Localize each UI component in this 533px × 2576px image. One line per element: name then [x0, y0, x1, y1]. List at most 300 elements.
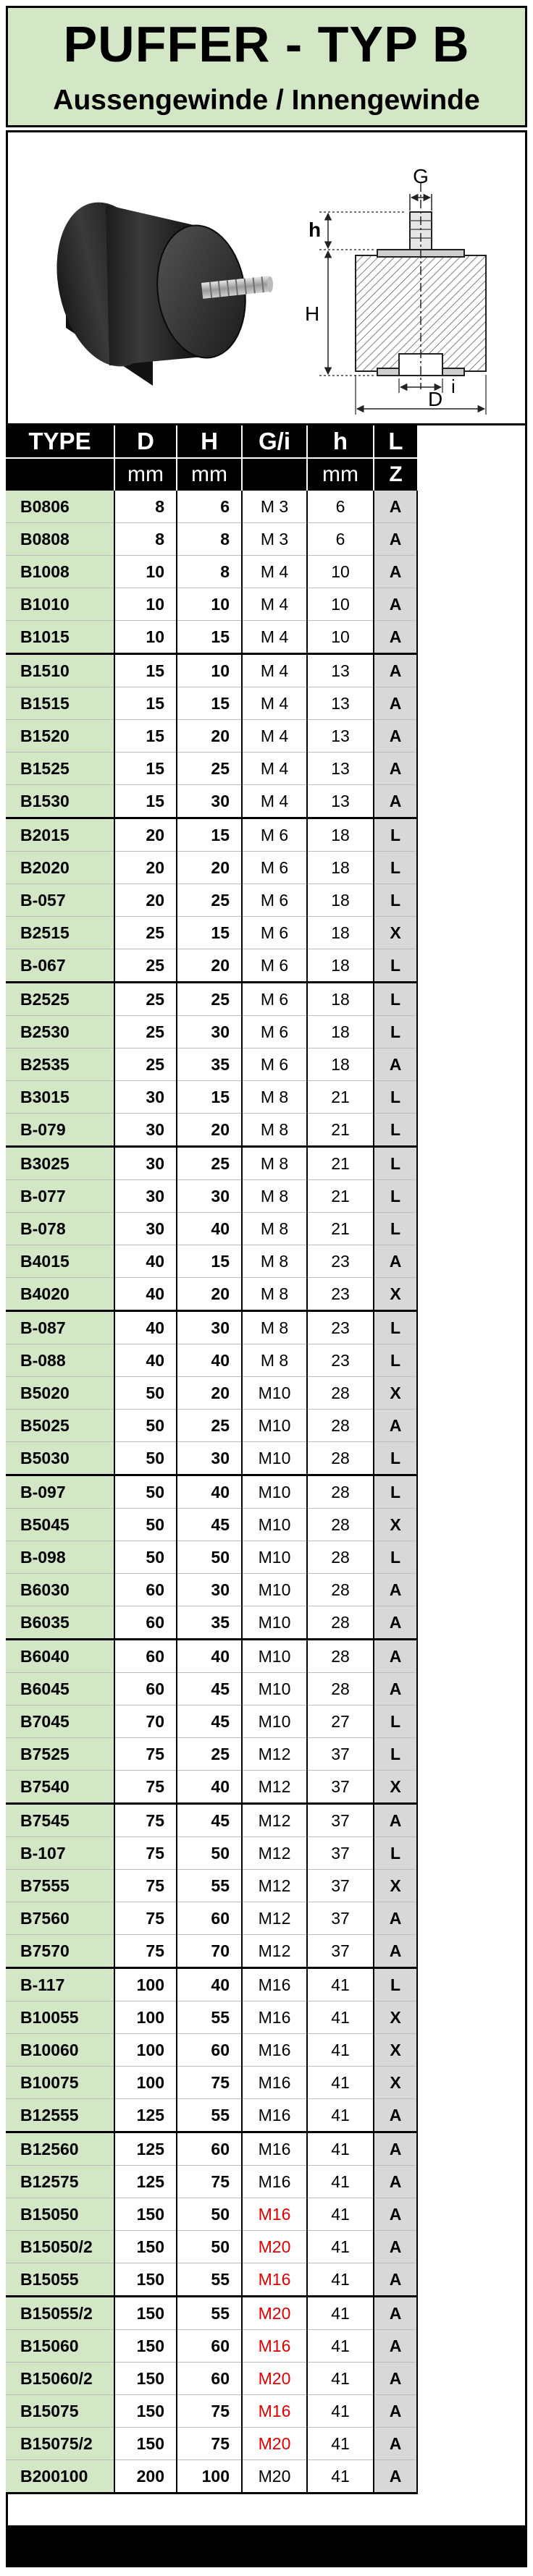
cell-d: 40	[114, 1245, 177, 1278]
cell-h: 20	[177, 949, 242, 983]
cell-l: A	[374, 1574, 417, 1606]
cell-g-i: M 4	[242, 654, 307, 687]
table-row	[6, 588, 417, 621]
cell-small-h: 13	[307, 785, 374, 818]
table-row	[6, 491, 417, 523]
table-row	[6, 1902, 417, 1935]
cell-d: 15	[114, 654, 177, 687]
cell-d: 125	[114, 2132, 177, 2166]
cell-g-i: M12	[242, 1837, 307, 1870]
cell-d: 25	[114, 1048, 177, 1081]
cell-small-h: 28	[307, 1475, 374, 1509]
cell-h: 75	[177, 2428, 242, 2460]
cell-small-h: 41	[307, 2330, 374, 2363]
cell-small-h: 18	[307, 983, 374, 1016]
cell-d: 100	[114, 2001, 177, 2034]
cell-small-h: 23	[307, 1245, 374, 1278]
cell-d: 50	[114, 1541, 177, 1574]
table-row	[6, 1475, 417, 1509]
cell-l: A	[374, 2428, 417, 2460]
cell-d: 150	[114, 2297, 177, 2330]
drawing-label-g: G	[413, 165, 429, 187]
cell-g-i: M 4	[242, 556, 307, 588]
cell-g-i: M 6	[242, 852, 307, 884]
cell-type: B6030	[6, 1574, 114, 1606]
cell-d: 25	[114, 983, 177, 1016]
cell-small-h: 28	[307, 1541, 374, 1574]
cell-l: A	[374, 2132, 417, 2166]
cell-h: 20	[177, 1114, 242, 1147]
cell-h: 40	[177, 1640, 242, 1673]
cell-type: B0806	[6, 491, 114, 523]
cell-h: 15	[177, 818, 242, 852]
cell-h: 25	[177, 1410, 242, 1442]
table-row	[6, 2231, 417, 2263]
cell-type: B1530	[6, 785, 114, 818]
cell-g-i: M12	[242, 1738, 307, 1771]
cell-type: B1510	[6, 654, 114, 687]
header-banner	[6, 6, 527, 127]
cell-small-h: 41	[307, 2132, 374, 2166]
technical-drawing	[290, 140, 522, 422]
cell-type: B-107	[6, 1837, 114, 1870]
cell-l: A	[374, 491, 417, 523]
cell-small-h: 10	[307, 556, 374, 588]
table-row	[6, 1048, 417, 1081]
cell-l: A	[374, 2263, 417, 2297]
cell-type: B1008	[6, 556, 114, 588]
table-row	[6, 983, 417, 1016]
cell-small-h: 28	[307, 1574, 374, 1606]
cell-l: X	[374, 1771, 417, 1804]
rubber-buffer-photo	[37, 176, 276, 393]
cell-g-i: M16	[242, 2099, 307, 2132]
spec-table-container	[6, 425, 417, 2494]
cell-small-h: 41	[307, 2297, 374, 2330]
cell-l: A	[374, 621, 417, 654]
cell-small-h: 21	[307, 1213, 374, 1245]
cell-type: B4020	[6, 1278, 114, 1311]
drawing-label-i: i	[451, 376, 456, 397]
cell-h: 6	[177, 491, 242, 523]
cell-l: X	[374, 2034, 417, 2067]
cell-l: L	[374, 1738, 417, 1771]
table-row	[6, 687, 417, 720]
cell-l: A	[374, 2395, 417, 2428]
cell-g-i: M20	[242, 2297, 307, 2330]
cell-d: 75	[114, 1837, 177, 1870]
cell-small-h: 37	[307, 1738, 374, 1771]
cell-type: B-087	[6, 1311, 114, 1344]
cell-h: 60	[177, 1902, 242, 1935]
cell-h: 50	[177, 2198, 242, 2231]
cell-d: 60	[114, 1574, 177, 1606]
table-row	[6, 1968, 417, 2001]
cell-type: B-057	[6, 884, 114, 917]
cell-l: A	[374, 1673, 417, 1706]
cell-d: 30	[114, 1114, 177, 1147]
cell-small-h: 41	[307, 2166, 374, 2198]
cell-type: B-117	[6, 1968, 114, 2001]
col-header-g-i: G/i	[242, 425, 307, 458]
cell-h: 20	[177, 720, 242, 753]
cell-l: L	[374, 818, 417, 852]
table-row	[6, 1114, 417, 1147]
cell-d: 50	[114, 1377, 177, 1410]
cell-d: 100	[114, 1968, 177, 2001]
cell-d: 150	[114, 2363, 177, 2395]
table-row	[6, 785, 417, 818]
cell-l: A	[374, 753, 417, 785]
cell-small-h: 28	[307, 1673, 374, 1706]
cell-h: 30	[177, 1311, 242, 1344]
cell-h: 15	[177, 1081, 242, 1114]
cell-d: 40	[114, 1278, 177, 1311]
cell-d: 30	[114, 1081, 177, 1114]
cell-d: 150	[114, 2263, 177, 2297]
cell-g-i: M10	[242, 1410, 307, 1442]
table-row	[6, 1804, 417, 1837]
cell-g-i: M16	[242, 2263, 307, 2297]
table-row	[6, 1870, 417, 1902]
table-row	[6, 2001, 417, 2034]
cell-type: B5025	[6, 1410, 114, 1442]
cell-small-h: 10	[307, 621, 374, 654]
table-right-margin	[417, 425, 527, 2525]
cell-g-i: M10	[242, 1640, 307, 1673]
cell-small-h: 41	[307, 2099, 374, 2132]
cell-type: B5030	[6, 1442, 114, 1475]
cell-small-h: 21	[307, 1180, 374, 1213]
cell-small-h: 21	[307, 1114, 374, 1147]
cell-d: 15	[114, 720, 177, 753]
cell-g-i: M16	[242, 2198, 307, 2231]
cell-h: 45	[177, 1706, 242, 1738]
cell-type: B15060/2	[6, 2363, 114, 2395]
cell-g-i: M10	[242, 1541, 307, 1574]
cell-l: L	[374, 1706, 417, 1738]
table-row	[6, 1147, 417, 1180]
cell-g-i: M12	[242, 1870, 307, 1902]
table-row	[6, 884, 417, 917]
table-row	[6, 2034, 417, 2067]
cell-small-h: 18	[307, 818, 374, 852]
cell-type: B2525	[6, 983, 114, 1016]
cell-small-h: 41	[307, 2460, 374, 2494]
cell-l: L	[374, 1311, 417, 1344]
cell-d: 25	[114, 917, 177, 949]
table-row	[6, 1245, 417, 1278]
cell-h: 55	[177, 2099, 242, 2132]
cell-l: A	[374, 523, 417, 556]
cell-h: 20	[177, 1377, 242, 1410]
cell-h: 15	[177, 1245, 242, 1278]
cell-d: 125	[114, 2099, 177, 2132]
cell-g-i: M12	[242, 1804, 307, 1837]
cell-h: 60	[177, 2330, 242, 2363]
table-row	[6, 1606, 417, 1640]
table-row	[6, 1837, 417, 1870]
table-row	[6, 1771, 417, 1804]
cell-h: 40	[177, 1968, 242, 2001]
cell-l: A	[374, 1048, 417, 1081]
cell-g-i: M10	[242, 1574, 307, 1606]
cell-h: 60	[177, 2363, 242, 2395]
cell-type: B2020	[6, 852, 114, 884]
cell-h: 45	[177, 1673, 242, 1706]
cell-l: L	[374, 983, 417, 1016]
cell-l: L	[374, 1968, 417, 2001]
cell-d: 50	[114, 1475, 177, 1509]
cell-small-h: 18	[307, 852, 374, 884]
cell-small-h: 27	[307, 1706, 374, 1738]
cell-h: 8	[177, 523, 242, 556]
cell-d: 8	[114, 491, 177, 523]
cell-small-h: 21	[307, 1147, 374, 1180]
cell-small-h: 23	[307, 1344, 374, 1377]
table-header-row	[6, 425, 417, 458]
cell-type: B1515	[6, 687, 114, 720]
cell-g-i: M10	[242, 1377, 307, 1410]
cell-small-h: 37	[307, 1771, 374, 1804]
cell-h: 45	[177, 1804, 242, 1837]
cell-l: L	[374, 1442, 417, 1475]
cell-d: 150	[114, 2330, 177, 2363]
cell-small-h: 13	[307, 720, 374, 753]
cell-d: 30	[114, 1213, 177, 1245]
cell-type: B7545	[6, 1804, 114, 1837]
cell-small-h: 13	[307, 654, 374, 687]
cell-l: L	[374, 852, 417, 884]
cell-d: 150	[114, 2428, 177, 2460]
cell-small-h: 37	[307, 1870, 374, 1902]
cell-h: 50	[177, 2231, 242, 2263]
page-title: PUFFER - TYP B	[63, 16, 470, 72]
col-header-d: D	[114, 425, 177, 458]
cell-g-i: M12	[242, 1902, 307, 1935]
cell-g-i: M 6	[242, 949, 307, 983]
cell-l: A	[374, 1245, 417, 1278]
cell-d: 15	[114, 785, 177, 818]
cell-g-i: M16	[242, 2132, 307, 2166]
cell-g-i: M 4	[242, 687, 307, 720]
table-row	[6, 654, 417, 687]
cell-g-i: M 6	[242, 983, 307, 1016]
table-row	[6, 621, 417, 654]
table-row	[6, 852, 417, 884]
cell-l: L	[374, 1147, 417, 1180]
cell-type: B0808	[6, 523, 114, 556]
cell-small-h: 41	[307, 2395, 374, 2428]
table-row	[6, 720, 417, 753]
cell-small-h: 6	[307, 523, 374, 556]
cell-d: 50	[114, 1410, 177, 1442]
cell-g-i: M16	[242, 2067, 307, 2099]
cell-l: L	[374, 1837, 417, 1870]
cell-l: X	[374, 1377, 417, 1410]
cell-l: A	[374, 2297, 417, 2330]
drawing-label-d: D	[428, 388, 443, 410]
cell-l: A	[374, 556, 417, 588]
cell-small-h: 28	[307, 1410, 374, 1442]
cell-type: B6040	[6, 1640, 114, 1673]
table-row	[6, 2099, 417, 2132]
table-row	[6, 2363, 417, 2395]
cell-d: 75	[114, 1804, 177, 1837]
table-row	[6, 2166, 417, 2198]
table-body	[6, 491, 417, 2494]
cell-type: B-097	[6, 1475, 114, 1509]
cell-d: 75	[114, 1738, 177, 1771]
cell-l: A	[374, 654, 417, 687]
unit-small-h: mm	[307, 458, 374, 491]
cell-type: B-098	[6, 1541, 114, 1574]
cell-type: B15060	[6, 2330, 114, 2363]
cell-g-i: M12	[242, 1771, 307, 1804]
cell-h: 55	[177, 2263, 242, 2297]
cell-d: 200	[114, 2460, 177, 2494]
table-row	[6, 2067, 417, 2099]
cell-type: B2530	[6, 1016, 114, 1048]
cell-g-i: M 3	[242, 491, 307, 523]
cell-h: 60	[177, 2132, 242, 2166]
table-row	[6, 1410, 417, 1442]
cell-l: L	[374, 1081, 417, 1114]
cell-g-i: M10	[242, 1673, 307, 1706]
cell-d: 60	[114, 1606, 177, 1640]
cell-type: B2015	[6, 818, 114, 852]
cell-g-i: M16	[242, 2034, 307, 2067]
cell-small-h: 13	[307, 753, 374, 785]
cell-small-h: 28	[307, 1606, 374, 1640]
table-row	[6, 818, 417, 852]
cell-h: 30	[177, 1442, 242, 1475]
cell-h: 25	[177, 884, 242, 917]
cell-type: B12560	[6, 2132, 114, 2166]
cell-small-h: 28	[307, 1442, 374, 1475]
table-row	[6, 1311, 417, 1344]
cell-l: A	[374, 1935, 417, 1968]
cell-g-i: M10	[242, 1442, 307, 1475]
cell-type: B5045	[6, 1509, 114, 1541]
cell-h: 75	[177, 2395, 242, 2428]
cell-type: B200100	[6, 2460, 114, 2494]
cell-g-i: M 8	[242, 1213, 307, 1245]
cell-d: 100	[114, 2067, 177, 2099]
cell-type: B7540	[6, 1771, 114, 1804]
cell-h: 15	[177, 621, 242, 654]
table-row	[6, 2132, 417, 2166]
cell-h: 30	[177, 785, 242, 818]
table-row	[6, 2460, 417, 2494]
cell-l: A	[374, 785, 417, 818]
cell-l: X	[374, 1870, 417, 1902]
cell-l: L	[374, 1114, 417, 1147]
cell-type: B1015	[6, 621, 114, 654]
cell-small-h: 28	[307, 1640, 374, 1673]
cell-g-i: M 4	[242, 753, 307, 785]
cell-h: 55	[177, 2001, 242, 2034]
cell-type: B-078	[6, 1213, 114, 1245]
unit-h: mm	[177, 458, 242, 491]
cell-h: 30	[177, 1574, 242, 1606]
table-row	[6, 1377, 417, 1410]
cell-h: 20	[177, 1278, 242, 1311]
cell-d: 20	[114, 852, 177, 884]
cell-g-i: M 6	[242, 1048, 307, 1081]
table-row	[6, 753, 417, 785]
cell-type: B1010	[6, 588, 114, 621]
cell-h: 55	[177, 2297, 242, 2330]
cell-h: 15	[177, 687, 242, 720]
cell-type: B15050/2	[6, 2231, 114, 2263]
cell-h: 50	[177, 1837, 242, 1870]
cell-type: B1525	[6, 753, 114, 785]
col-header-h: H	[177, 425, 242, 458]
page-subtitle: Aussengewinde / Innengewinde	[53, 85, 480, 116]
cell-l: A	[374, 1804, 417, 1837]
cell-type: B3025	[6, 1147, 114, 1180]
cell-type: B12575	[6, 2166, 114, 2198]
table-row	[6, 1640, 417, 1673]
cell-type: B7045	[6, 1706, 114, 1738]
cell-g-i: M 3	[242, 523, 307, 556]
cell-l: L	[374, 1180, 417, 1213]
cell-type: B2535	[6, 1048, 114, 1081]
cell-l: A	[374, 588, 417, 621]
cell-small-h: 41	[307, 2363, 374, 2395]
cell-h: 25	[177, 983, 242, 1016]
table-unit-row	[6, 458, 417, 491]
cell-type: B10060	[6, 2034, 114, 2067]
cell-h: 10	[177, 588, 242, 621]
cell-g-i: M16	[242, 2166, 307, 2198]
cell-small-h: 18	[307, 1048, 374, 1081]
cell-d: 20	[114, 818, 177, 852]
cell-l: L	[374, 949, 417, 983]
cell-g-i: M 8	[242, 1114, 307, 1147]
cell-l: X	[374, 917, 417, 949]
cell-g-i: M10	[242, 1706, 307, 1738]
cell-h: 25	[177, 1147, 242, 1180]
cell-type: B6035	[6, 1606, 114, 1640]
cell-g-i: M16	[242, 2001, 307, 2034]
cell-d: 125	[114, 2166, 177, 2198]
cell-g-i: M16	[242, 2330, 307, 2363]
cell-type: B10075	[6, 2067, 114, 2099]
table-row	[6, 523, 417, 556]
cell-g-i: M 8	[242, 1180, 307, 1213]
cell-g-i: M 4	[242, 588, 307, 621]
table-row	[6, 1344, 417, 1377]
cell-type: B4015	[6, 1245, 114, 1278]
cell-small-h: 18	[307, 917, 374, 949]
cell-d: 30	[114, 1180, 177, 1213]
cell-g-i: M 8	[242, 1081, 307, 1114]
cell-g-i: M 8	[242, 1344, 307, 1377]
cell-l: L	[374, 1344, 417, 1377]
cell-l: A	[374, 2099, 417, 2132]
cell-g-i: M10	[242, 1606, 307, 1640]
cell-l: L	[374, 1541, 417, 1574]
cell-small-h: 23	[307, 1278, 374, 1311]
cell-l: A	[374, 1902, 417, 1935]
cell-g-i: M 8	[242, 1245, 307, 1278]
table-row	[6, 1442, 417, 1475]
cell-g-i: M 8	[242, 1278, 307, 1311]
cell-h: 25	[177, 1738, 242, 1771]
cell-d: 75	[114, 1870, 177, 1902]
